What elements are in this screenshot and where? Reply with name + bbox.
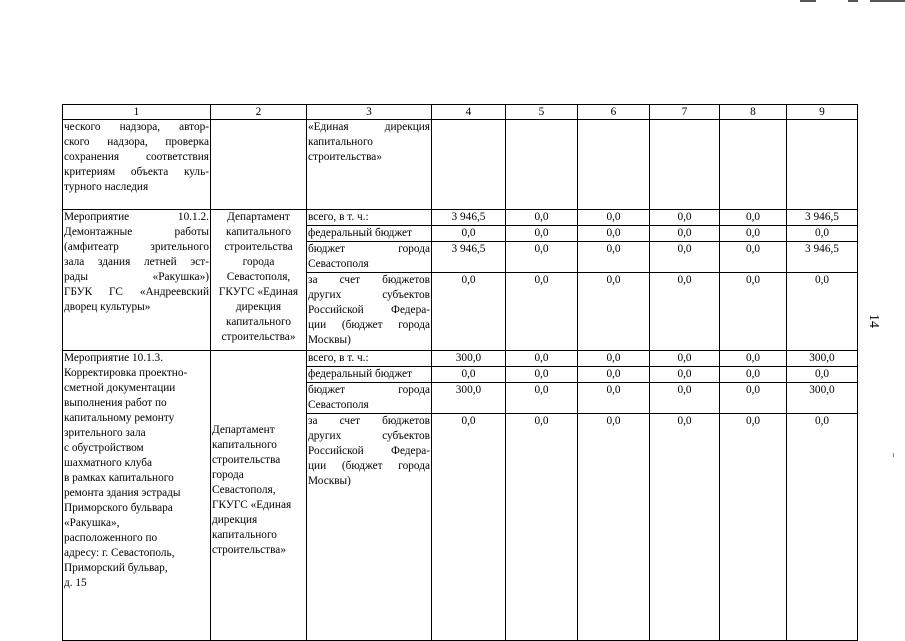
- budget-table: [62, 104, 858, 641]
- text-line: зала здания летней эст-: [64, 256, 209, 268]
- value-cell: 0,0: [720, 383, 787, 414]
- source-cell: [307, 120, 432, 210]
- text-line: Мероприятие 10.1.2.: [64, 211, 209, 223]
- text-line: капитального: [212, 439, 277, 451]
- scan-edge-mark: [848, 0, 858, 2]
- text-line: ского надзора, проверка: [64, 136, 209, 148]
- funding-source-label: [307, 367, 432, 383]
- value-cell: 0,0: [650, 273, 720, 351]
- value-cell: 0,0: [578, 367, 650, 383]
- value-cell: 0,0: [432, 273, 506, 351]
- value-cell: 0,0: [432, 367, 506, 383]
- text-line: бюджет города: [308, 384, 430, 396]
- text-line: (амфитеатр зрительного: [64, 241, 209, 253]
- measure-description: [63, 120, 211, 210]
- value-cell: 0,0: [578, 226, 650, 242]
- text-line: ческого надзора, автор-: [64, 121, 209, 133]
- text-line: за счет бюджетов: [308, 415, 430, 427]
- text-line: Севастополя,: [212, 484, 276, 496]
- text-line: ции (бюджет города: [308, 319, 430, 331]
- text-line: капитальному ремонту: [64, 412, 175, 424]
- value-cell: 0,0: [506, 242, 578, 273]
- value-cell: 0,0: [787, 226, 858, 242]
- funding-source-label: [307, 414, 432, 641]
- value-cell: 3 946,5: [432, 210, 506, 226]
- text-line: капитального: [226, 316, 291, 328]
- text-line: федеральный бюджет: [308, 227, 412, 239]
- value-cell: 0,0: [787, 414, 858, 641]
- column-header: 4: [432, 105, 506, 120]
- text-line: Москвы): [308, 334, 351, 346]
- funding-row: [63, 210, 858, 226]
- text-line: Департамент: [227, 211, 290, 223]
- value-cell: [720, 120, 787, 210]
- text-line: Мероприятие 10.1.3.: [64, 352, 164, 364]
- text-line: других субъектов: [308, 430, 430, 442]
- text-line: расположенного по: [64, 532, 158, 544]
- text-line: Департамент: [212, 424, 275, 436]
- text-line: «Ракушка»,: [64, 517, 120, 529]
- value-cell: 0,0: [506, 367, 578, 383]
- text-line: капитального: [226, 226, 291, 238]
- funding-source-label: [307, 273, 432, 351]
- funding-source-label: [307, 351, 432, 367]
- text-line: дворец культуры»: [64, 301, 151, 313]
- text-line: Москвы): [308, 475, 351, 487]
- value-cell: 3 946,5: [787, 210, 858, 226]
- text-line: «Единая дирекция: [308, 121, 430, 133]
- text-line: критериям объекта куль-: [64, 166, 209, 178]
- value-cell: 0,0: [720, 414, 787, 641]
- value-cell: 0,0: [720, 242, 787, 273]
- value-cell: 0,0: [578, 210, 650, 226]
- value-cell: 0,0: [720, 226, 787, 242]
- executor-cell: [211, 120, 307, 210]
- text-line: дирекция: [235, 301, 282, 313]
- text-line: сохранения соответствия: [64, 151, 209, 163]
- value-cell: 0,0: [787, 367, 858, 383]
- text-line: Севастополя: [308, 258, 369, 270]
- text-line: Приморского бульвара: [64, 502, 173, 514]
- value-cell: 300,0: [432, 383, 506, 414]
- text-line: Российской Федера-: [308, 304, 430, 316]
- value-cell: 0,0: [506, 210, 578, 226]
- text-line: всего, в т. ч.:: [308, 211, 369, 223]
- value-cell: 0,0: [578, 351, 650, 367]
- value-cell: 3 946,5: [432, 242, 506, 273]
- text-line: Российской Федера-: [308, 445, 430, 457]
- scan-edge-mark: [870, 0, 905, 2]
- value-cell: 0,0: [506, 273, 578, 351]
- value-cell: 300,0: [787, 383, 858, 414]
- text-line: федеральный бюджет: [308, 368, 412, 380]
- value-cell: 0,0: [650, 210, 720, 226]
- text-line: адресу: г. Севастополь,: [64, 547, 175, 559]
- value-cell: 0,0: [578, 273, 650, 351]
- value-cell: [506, 120, 578, 210]
- funding-source-label: [307, 210, 432, 226]
- text-line: Демонтажные работы: [64, 226, 209, 238]
- value-cell: 3 946,5: [787, 242, 858, 273]
- text-line: сметной документации: [64, 382, 176, 394]
- funding-row: [63, 351, 858, 367]
- text-line: Приморский бульвар,: [64, 562, 168, 574]
- text-line: других субъектов: [308, 289, 430, 301]
- text-line: строительства: [212, 454, 281, 466]
- text-line: ГБУК ГС «Андреевский: [64, 286, 209, 298]
- scan-edge-mark: [893, 453, 894, 457]
- text-line: ГКУГС «Единая: [218, 286, 299, 298]
- column-header: 3: [307, 105, 432, 120]
- text-line: д. 15: [64, 577, 87, 589]
- value-cell: 0,0: [432, 414, 506, 641]
- text-line: капитального: [308, 136, 373, 148]
- text-line: рады «Ракушка»): [64, 271, 209, 283]
- text-line: турного наследия: [64, 181, 149, 193]
- value-cell: 0,0: [650, 383, 720, 414]
- value-cell: 0,0: [650, 351, 720, 367]
- column-header: 9: [787, 105, 858, 120]
- continuation-row: [63, 120, 858, 210]
- text-line: выполнения работ по: [64, 397, 167, 409]
- value-cell: 0,0: [578, 383, 650, 414]
- value-cell: 0,0: [720, 273, 787, 351]
- scan-edge-mark: [800, 0, 816, 2]
- funding-source-label: [307, 383, 432, 414]
- column-header: 7: [650, 105, 720, 120]
- text-line: города: [242, 256, 275, 268]
- text-line: Севастополя,: [226, 271, 291, 283]
- value-cell: [787, 120, 858, 210]
- value-cell: 0,0: [787, 273, 858, 351]
- value-cell: 0,0: [506, 414, 578, 641]
- value-cell: [650, 120, 720, 210]
- value-cell: [578, 120, 650, 210]
- text-line: с обустройством: [64, 442, 144, 454]
- text-line: капитального: [212, 529, 277, 541]
- value-cell: [432, 120, 506, 210]
- value-cell: 0,0: [578, 414, 650, 641]
- text-line: ции (бюджет города: [308, 460, 430, 472]
- text-line: за счет бюджетов: [308, 274, 430, 286]
- text-line: зрительного зала: [64, 427, 146, 439]
- value-cell: 0,0: [578, 242, 650, 273]
- value-cell: 0,0: [720, 351, 787, 367]
- text-line: ремонта здания эстрады: [64, 487, 181, 499]
- value-cell: 0,0: [650, 226, 720, 242]
- value-cell: 0,0: [506, 351, 578, 367]
- value-cell: 0,0: [650, 367, 720, 383]
- funding-source-label: [307, 242, 432, 273]
- text-line: ГКУГС «Единая: [212, 499, 292, 511]
- text-line: города: [212, 469, 244, 481]
- value-cell: 0,0: [506, 226, 578, 242]
- value-cell: 0,0: [506, 383, 578, 414]
- column-header: 2: [211, 105, 307, 120]
- text-line: строительства»: [212, 544, 286, 556]
- text-line: дирекция: [212, 514, 258, 526]
- value-cell: 0,0: [720, 210, 787, 226]
- header-row: [63, 105, 858, 120]
- value-cell: 0,0: [650, 414, 720, 641]
- text-line: Севастополя: [308, 399, 369, 411]
- funding-source-label: [307, 226, 432, 242]
- column-header: 8: [720, 105, 787, 120]
- executor-cell: [211, 351, 307, 641]
- text-line: строительства»: [308, 151, 382, 163]
- value-cell: 0,0: [720, 367, 787, 383]
- value-cell: 0,0: [650, 242, 720, 273]
- page-number: 14: [866, 314, 881, 328]
- measure-description: [63, 210, 211, 351]
- column-header: 5: [506, 105, 578, 120]
- value-cell: 300,0: [432, 351, 506, 367]
- text-line: шахматного клуба: [64, 457, 152, 469]
- column-header: 6: [578, 105, 650, 120]
- text-line: строительства: [224, 241, 293, 253]
- text-line: строительства»: [221, 331, 296, 343]
- text-line: в рамках капитального: [64, 472, 174, 484]
- executor-cell: [211, 210, 307, 351]
- measure-description: [63, 351, 211, 641]
- text-line: всего, в т. ч.:: [308, 352, 369, 364]
- text-line: бюджет города: [308, 243, 430, 255]
- text-line: Корректировка проектно-: [64, 367, 188, 379]
- column-header: 1: [63, 105, 211, 120]
- value-cell: 300,0: [787, 351, 858, 367]
- value-cell: 0,0: [432, 226, 506, 242]
